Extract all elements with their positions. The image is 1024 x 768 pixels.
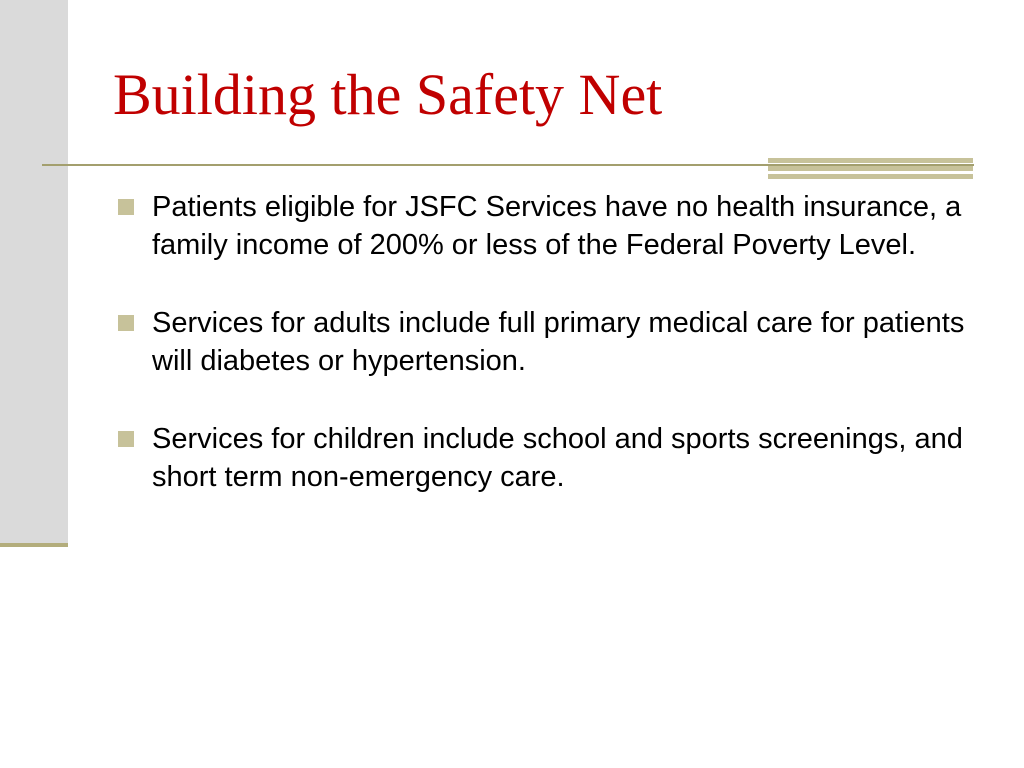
accent-bar [768, 158, 973, 163]
bullet-text: Patients eligible for JSFC Services have no health insurance, a family income of 200% or less of the Federal Poverty Level. [152, 191, 962, 261]
bullet-text: Services for children include school and sports screenings, and short term non-emergency care. [152, 423, 963, 493]
square-bullet-icon [118, 199, 134, 215]
left-side-panel [0, 0, 68, 546]
bullet-item [113, 188, 983, 264]
left-panel-rule [0, 543, 68, 547]
accent-bar [768, 166, 973, 171]
bullet-list [113, 188, 983, 536]
bullet-item [113, 304, 983, 380]
accent-bar [768, 174, 973, 179]
slide-title: Building the Safety Net [113, 62, 663, 127]
square-bullet-icon [118, 315, 134, 331]
bullet-text: Services for adults include full primary medical care for patients will diabetes or hypertension. [152, 307, 965, 377]
accent-bars [768, 158, 973, 179]
bullet-item [113, 420, 983, 496]
square-bullet-icon [118, 431, 134, 447]
